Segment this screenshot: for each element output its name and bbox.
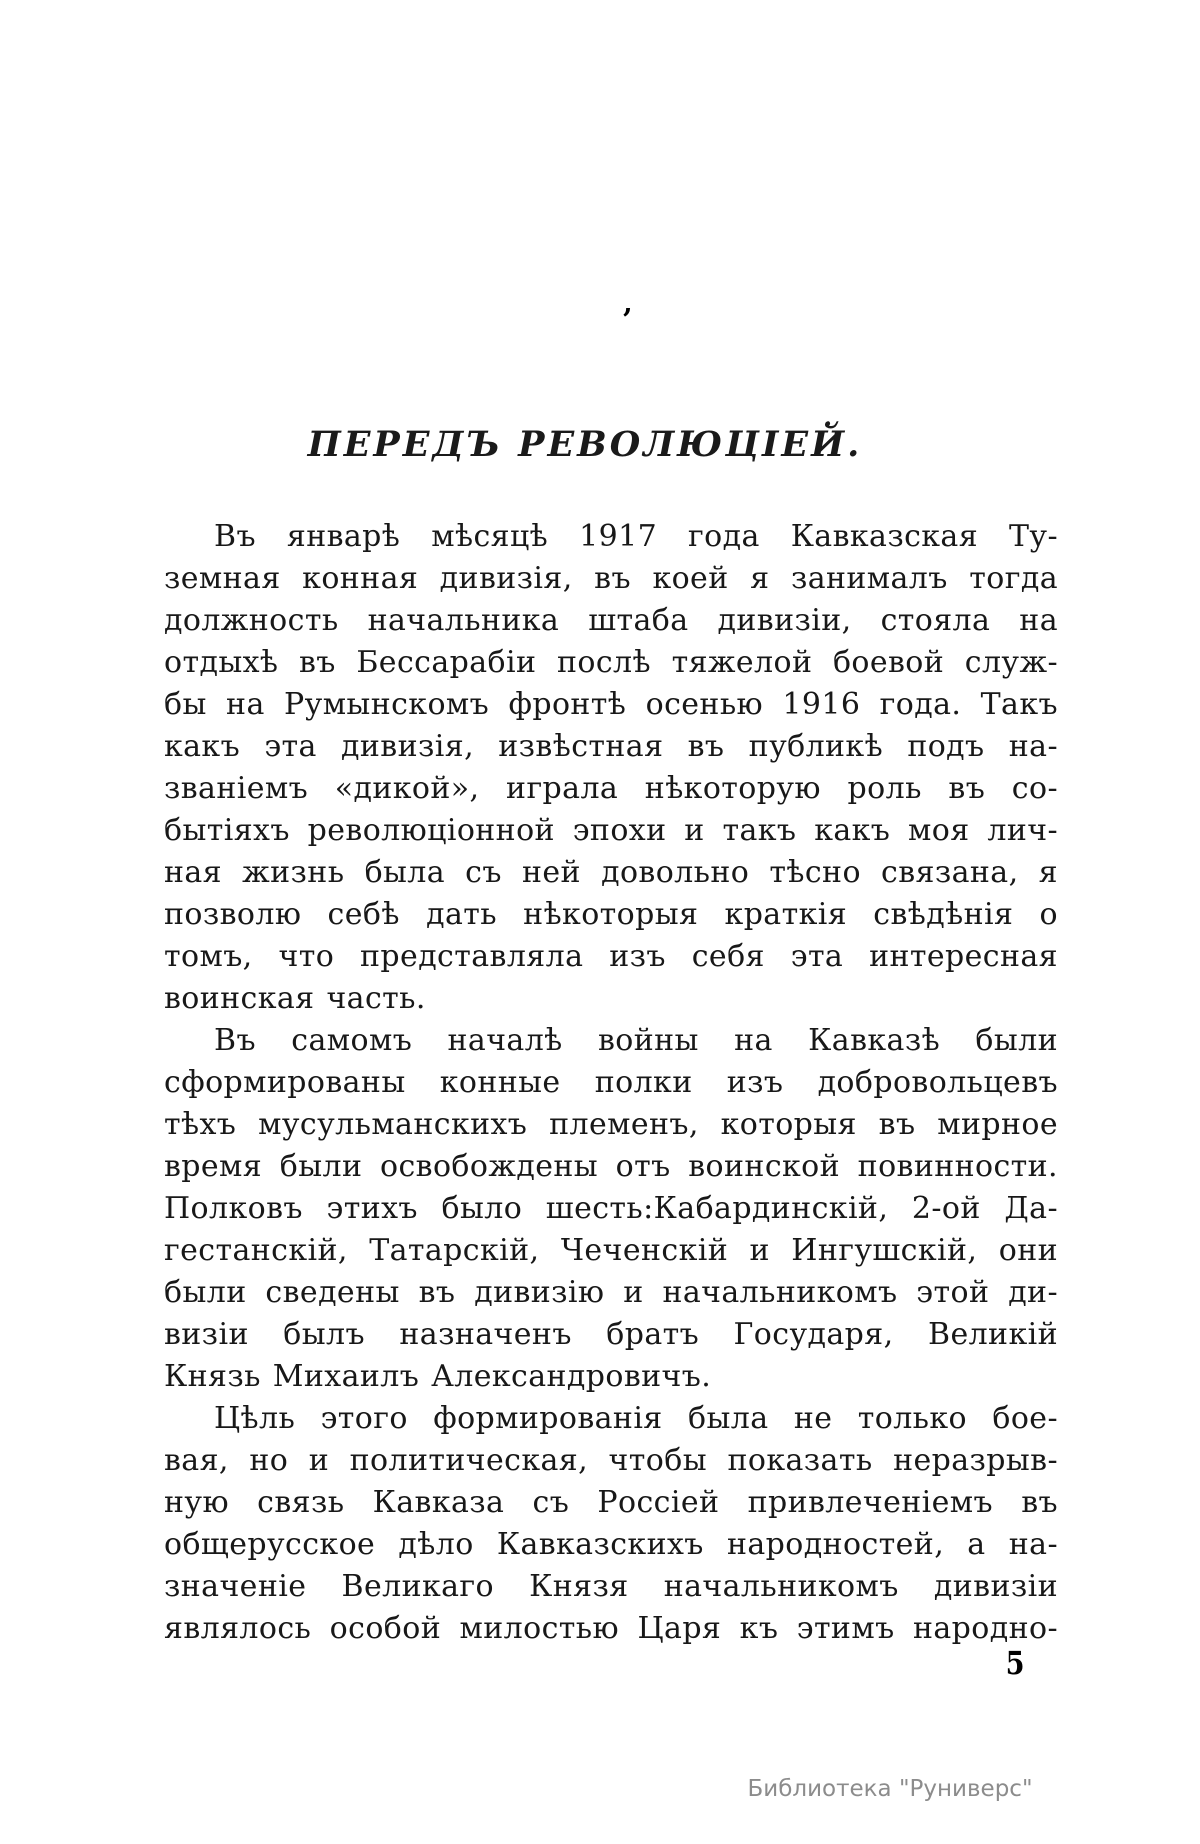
text-line: ную связь Кавказа съ Россіей привлеченіемъ въ [164, 1485, 1058, 1520]
text-line: Полковъ этихъ было шесть:Кабардинскій, 2-ой Да- [164, 1191, 1058, 1226]
text-line: воинская часть. [164, 981, 426, 1016]
text-line: значеніе Великаго Князя начальникомъ дивизіи [164, 1569, 1058, 1604]
text-line: вая, но и политическая, чтобы показать неразрыв- [164, 1443, 1058, 1478]
text-line: сформированы конные полки изъ добровольцевъ [164, 1065, 1058, 1100]
text-line: Князь Михаилъ Александровичъ. [164, 1359, 712, 1394]
text-line: должность начальника штаба дивизіи, стояла на [164, 603, 1058, 638]
paragraph [164, 516, 1058, 1020]
text-line: время были освобождены отъ воинской повинности. [164, 1149, 1058, 1184]
ink-speck: ’ [622, 303, 633, 338]
text-line: Въ январѣ мѣсяцѣ 1917 года Кавказская Ту- [214, 519, 1058, 554]
text-line: какъ эта дивизія, извѣстная въ публикѣ подъ на- [164, 729, 1058, 764]
text-line: гестанскій, Татарскій, Чеченскій и Ингушскій, они [164, 1233, 1058, 1268]
text-line: были сведены въ дивизію и начальникомъ этой ди- [164, 1275, 1058, 1310]
text-body [164, 516, 1058, 1650]
text-line: тѣхъ мусульманскихъ племенъ, которыя въ мирное [164, 1107, 1058, 1142]
page-number: 5 [1005, 1644, 1025, 1682]
chapter-title: ПЕРЕДЪ РЕВОЛЮЦІЕЙ. [307, 424, 863, 465]
text-line: томъ, что представляла изъ себя эта интересная [164, 939, 1058, 974]
text-line: ная жизнь была съ ней довольно тѣсно связана, я [164, 855, 1058, 890]
text-line: визіи былъ назначенъ братъ Государя, Великій [164, 1317, 1058, 1352]
text-line: званіемъ «дикой», играла нѣкоторую роль въ со- [164, 771, 1058, 806]
text-line: земная конная дивизія, въ коей я занималъ тогда [164, 561, 1058, 596]
text-line: отдыхѣ въ Бессарабіи послѣ тяжелой боевой служ- [164, 645, 1058, 680]
text-line: Въ самомъ началѣ войны на Кавказѣ были [214, 1023, 1058, 1058]
paragraph [164, 1398, 1058, 1650]
text-line: бы на Румынскомъ фронтѣ осенью 1916 года. Такъ [164, 687, 1058, 722]
text-line: являлось особой милостью Царя къ этимъ народно- [164, 1611, 1058, 1646]
text-line: Цѣль этого формированія была не только бое- [214, 1401, 1058, 1436]
text-line: общерусское дѣло Кавказскихъ народностей, а на- [164, 1527, 1058, 1562]
paragraph [164, 1020, 1058, 1398]
library-watermark: Библиотека "Руниверс" [747, 1776, 1033, 1802]
text-line: бытіяхъ революціонной эпохи и такъ какъ моя лич- [164, 813, 1058, 848]
text-line: позволю себѣ дать нѣкоторыя краткія свѣдѣнія о [164, 897, 1058, 932]
